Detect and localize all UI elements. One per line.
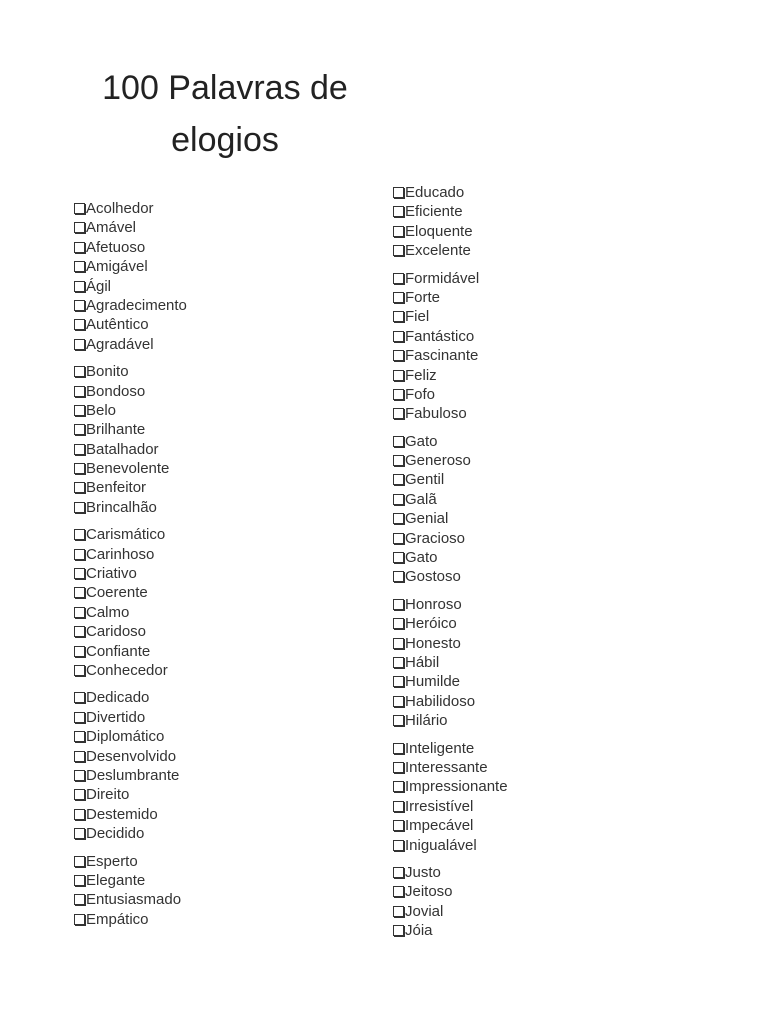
checklist-item-label: Fabuloso — [405, 405, 467, 423]
checklist-item-label: Eficiente — [405, 203, 463, 221]
checkbox-icon[interactable] — [74, 319, 85, 330]
checklist-item[interactable] — [393, 432, 693, 451]
checklist-item[interactable] — [74, 199, 374, 218]
checklist-item-label: Inteligente — [405, 739, 475, 757]
checklist-item[interactable] — [393, 366, 693, 385]
checkbox-icon[interactable] — [74, 281, 85, 292]
checklist-item[interactable] — [393, 711, 693, 730]
checklist-item[interactable] — [74, 805, 374, 824]
checklist-item-label: Formidável — [405, 269, 480, 287]
checklist-item-label: Afetuoso — [86, 238, 146, 256]
checklist-item[interactable] — [74, 871, 374, 890]
checklist-item[interactable] — [74, 661, 374, 680]
checklist-item[interactable] — [74, 362, 374, 381]
checklist-item-label: Coerente — [86, 584, 148, 602]
checklist-item-label: Forte — [405, 288, 441, 306]
checklist-item[interactable] — [74, 910, 374, 929]
checkbox-icon[interactable] — [74, 809, 85, 820]
checklist-item-label: Benevolente — [86, 460, 170, 478]
checklist-item-label: Fascinante — [405, 347, 479, 365]
checklist-item-label: Gato — [405, 432, 438, 450]
checklist-item[interactable] — [393, 241, 693, 260]
checklist-item-label: Justo — [405, 863, 441, 881]
checkbox-icon[interactable] — [74, 626, 85, 637]
checkbox-icon[interactable] — [393, 552, 404, 563]
checkbox-icon[interactable] — [74, 300, 85, 311]
checklist-item[interactable] — [393, 222, 693, 241]
checkbox-icon[interactable] — [393, 311, 404, 322]
checklist-item-label: Caridoso — [86, 623, 147, 641]
checkbox-icon[interactable] — [393, 618, 404, 629]
checklist-item-label: Agradável — [86, 335, 154, 353]
word-group — [74, 199, 374, 354]
checklist-item-label: Fiel — [405, 308, 430, 326]
checklist-item[interactable] — [74, 382, 374, 401]
checklist-item[interactable] — [74, 525, 374, 544]
checklist-item[interactable] — [393, 202, 693, 221]
checkbox-icon[interactable] — [393, 408, 404, 419]
checklist-item[interactable] — [74, 708, 374, 727]
checkbox-icon[interactable] — [393, 886, 404, 897]
checklist-item[interactable] — [393, 567, 693, 586]
checklist-item-label: Desenvolvido — [86, 747, 177, 765]
checklist-item[interactable] — [393, 470, 693, 489]
checklist-item[interactable] — [393, 307, 693, 326]
checkbox-icon[interactable] — [393, 206, 404, 217]
checklist-item-label: Gato — [405, 549, 438, 567]
checkbox-icon[interactable] — [393, 638, 404, 649]
checkbox-icon[interactable] — [74, 261, 85, 272]
checklist-item-label: Hilário — [405, 712, 448, 730]
checklist-item-label: Eloquente — [405, 222, 473, 240]
checkbox-icon[interactable] — [393, 273, 404, 284]
checkbox-icon[interactable] — [74, 502, 85, 513]
checklist-item[interactable] — [74, 785, 374, 804]
checklist-item[interactable] — [393, 288, 693, 307]
checkbox-icon[interactable] — [74, 242, 85, 253]
checklist-item[interactable] — [393, 739, 693, 758]
checklist-item[interactable] — [393, 882, 693, 901]
checklist-item-label: Honesto — [405, 634, 461, 652]
checklist-item-label: Jovial — [405, 902, 444, 920]
checklist-item[interactable] — [393, 595, 693, 614]
checklist-item[interactable] — [74, 335, 374, 354]
checkbox-icon[interactable] — [74, 222, 85, 233]
checklist-item-label: Esperto — [86, 852, 138, 870]
checklist-item[interactable] — [74, 440, 374, 459]
checkbox-icon[interactable] — [74, 424, 85, 435]
checklist-item[interactable] — [393, 863, 693, 882]
page-title: 100 Palavras de elogios — [102, 69, 348, 159]
checklist-item[interactable] — [393, 614, 693, 633]
word-group — [74, 688, 374, 843]
checkbox-icon[interactable] — [393, 389, 404, 400]
checklist-item-label: Generoso — [405, 452, 471, 470]
checkbox-icon[interactable] — [74, 366, 85, 377]
checklist-item-label: Ágil — [86, 277, 112, 295]
checkbox-icon[interactable] — [74, 386, 85, 397]
checklist-item-label: Genial — [405, 510, 449, 528]
checklist-item-label: Fofo — [405, 385, 436, 403]
checkbox-icon[interactable] — [393, 867, 404, 878]
checklist-item-label: Excelente — [405, 242, 471, 260]
checklist-item-label: Gostoso — [405, 568, 461, 586]
checklist-item-label: Impecável — [405, 817, 474, 835]
checkbox-icon[interactable] — [393, 599, 404, 610]
checklist-item[interactable] — [74, 688, 374, 707]
checkbox-icon[interactable] — [74, 828, 85, 839]
checklist-item-label: Irresistível — [405, 797, 474, 815]
checklist-item-label: Amigável — [86, 258, 148, 276]
checkbox-icon[interactable] — [393, 455, 404, 466]
checkbox-icon[interactable] — [74, 789, 85, 800]
checklist-item-label: Carinhoso — [86, 545, 155, 563]
checklist-item[interactable] — [393, 634, 693, 653]
checklist-item-label: Criativo — [86, 565, 137, 583]
checkbox-icon[interactable] — [74, 463, 85, 474]
checkbox-icon[interactable] — [393, 533, 404, 544]
checklist-item[interactable] — [393, 509, 693, 528]
checklist-item-label: Brilhante — [86, 421, 146, 439]
checklist-item-label: Batalhador — [86, 440, 159, 458]
word-group — [393, 595, 693, 731]
checklist-item[interactable] — [74, 642, 374, 661]
checklist-item[interactable] — [74, 890, 374, 909]
checkbox-icon[interactable] — [393, 245, 404, 256]
checkbox-icon[interactable] — [393, 906, 404, 917]
checklist-item-label: Conhecedor — [86, 661, 168, 679]
checklist-item-label: Belo — [86, 401, 117, 419]
checkbox-icon[interactable] — [74, 203, 85, 214]
checkbox-icon[interactable] — [74, 587, 85, 598]
checklist-item[interactable] — [393, 902, 693, 921]
checklist-item-label: Empático — [86, 910, 149, 928]
checklist-item[interactable] — [393, 692, 693, 711]
checklist-item[interactable] — [74, 478, 374, 497]
checkbox-icon[interactable] — [74, 875, 85, 886]
checkbox-icon[interactable] — [393, 925, 404, 936]
checklist-item-label: Bondoso — [86, 382, 146, 400]
checkbox-icon[interactable] — [74, 339, 85, 350]
checklist-item-label: Bonito — [86, 363, 129, 381]
checkbox-icon[interactable] — [74, 731, 85, 742]
checklist-item-label: Feliz — [405, 366, 437, 384]
checkbox-icon[interactable] — [393, 781, 404, 792]
checkbox-icon[interactable] — [393, 494, 404, 505]
checklist-item-label: Agradecimento — [86, 296, 187, 314]
checklist-item-label: Habilidoso — [405, 692, 476, 710]
checklist-item-label: Gentil — [405, 471, 445, 489]
checklist-item-label: Fantástico — [405, 327, 475, 345]
word-group — [74, 852, 374, 930]
checklist-item[interactable] — [74, 315, 374, 334]
checkbox-icon[interactable] — [393, 292, 404, 303]
checklist-item-label: Benfeitor — [86, 479, 147, 497]
checkbox-icon[interactable] — [74, 549, 85, 560]
checklist-item[interactable] — [393, 385, 693, 404]
checkbox-icon[interactable] — [74, 692, 85, 703]
checkbox-icon[interactable] — [74, 751, 85, 762]
word-group — [393, 863, 693, 941]
checklist-item-label: Decidido — [86, 825, 145, 843]
checkbox-icon[interactable] — [393, 474, 404, 485]
word-group — [393, 432, 693, 587]
checklist-item-label: Impressionante — [405, 778, 508, 796]
checklist-item[interactable] — [74, 852, 374, 871]
checkbox-icon[interactable] — [74, 856, 85, 867]
checklist-item-label: Hábil — [405, 653, 440, 671]
checklist-item-label: Humilde — [405, 673, 461, 691]
checklist-item-label: Elegante — [86, 871, 146, 889]
checklist-item[interactable] — [393, 672, 693, 691]
checklist-item[interactable] — [74, 218, 374, 237]
checklist-item-label: Honroso — [405, 595, 462, 613]
checklist-item[interactable] — [393, 816, 693, 835]
checkbox-icon[interactable] — [74, 607, 85, 618]
checklist-item-label: Inigualável — [405, 836, 477, 854]
checklist-item[interactable] — [393, 490, 693, 509]
checklist-item[interactable] — [393, 548, 693, 567]
checklist-item[interactable] — [393, 797, 693, 816]
checklist-item[interactable] — [393, 777, 693, 796]
checklist-item[interactable] — [393, 404, 693, 423]
checklist-item[interactable] — [74, 420, 374, 439]
column-left — [74, 199, 374, 937]
checkbox-icon[interactable] — [393, 840, 404, 851]
checklist-item[interactable] — [74, 766, 374, 785]
checkbox-icon[interactable] — [393, 331, 404, 342]
word-group — [74, 362, 374, 517]
checkbox-icon[interactable] — [393, 801, 404, 812]
checklist-item-label: Acolhedor — [86, 200, 154, 217]
checkbox-icon[interactable] — [393, 696, 404, 707]
checklist-item[interactable] — [393, 529, 693, 548]
checklist-item-label: Calmo — [86, 603, 130, 621]
checklist-item-label: Destemido — [86, 805, 158, 823]
checkbox-icon[interactable] — [74, 529, 85, 540]
checklist-item[interactable] — [74, 498, 374, 517]
checklist-item[interactable] — [393, 758, 693, 777]
checkbox-icon[interactable] — [74, 568, 85, 579]
checkbox-icon[interactable] — [74, 712, 85, 723]
checklist-item[interactable] — [74, 583, 374, 602]
checklist-item[interactable] — [74, 747, 374, 766]
checklist-item[interactable] — [74, 564, 374, 583]
checklist-item-label: Interessante — [405, 758, 488, 776]
checkbox-icon[interactable] — [393, 370, 404, 381]
checkbox-icon[interactable] — [393, 657, 404, 668]
checkbox-icon[interactable] — [393, 513, 404, 524]
checkbox-icon[interactable] — [393, 676, 404, 687]
checklist-item-label: Deslumbrante — [86, 766, 180, 784]
word-group — [393, 269, 693, 424]
checklist-item[interactable] — [393, 451, 693, 470]
checkbox-icon[interactable] — [393, 743, 404, 754]
checklist-item-label: Entusiasmado — [86, 891, 182, 909]
checklist-item-label: Carismático — [86, 526, 166, 544]
word-group — [393, 739, 693, 855]
checkbox-icon[interactable] — [393, 187, 404, 198]
checklist-item[interactable] — [74, 257, 374, 276]
column-right — [393, 183, 693, 948]
checklist-item[interactable] — [393, 836, 693, 855]
checkbox-icon[interactable] — [74, 646, 85, 657]
checklist-item[interactable] — [74, 824, 374, 843]
checklist-item[interactable] — [74, 459, 374, 478]
checkbox-icon[interactable] — [393, 715, 404, 726]
checklist-item[interactable] — [74, 727, 374, 746]
checkbox-icon[interactable] — [393, 762, 404, 773]
checklist-item[interactable] — [393, 327, 693, 346]
checkbox-icon[interactable] — [74, 444, 85, 455]
checklist-item[interactable] — [393, 653, 693, 672]
checklist-item[interactable] — [74, 401, 374, 420]
checklist-item[interactable] — [393, 346, 693, 365]
checklist-item-label: Galã — [405, 490, 437, 508]
checkbox-icon[interactable] — [74, 894, 85, 905]
checklist-item-label: Heróico — [405, 615, 457, 633]
checklist-item-label: Confiante — [86, 642, 151, 660]
word-group — [74, 525, 374, 680]
checkbox-icon[interactable] — [393, 571, 404, 582]
checkbox-icon[interactable] — [393, 226, 404, 237]
checklist-item-label: Direito — [86, 786, 130, 804]
checkbox-icon[interactable] — [393, 820, 404, 831]
checklist-item-label: Brincalhão — [86, 498, 157, 516]
checklist-item-label: Jóia — [405, 922, 433, 940]
word-group — [393, 183, 693, 261]
checkbox-icon[interactable] — [74, 482, 85, 493]
checkbox-icon[interactable] — [393, 350, 404, 361]
checklist-item[interactable] — [74, 622, 374, 641]
checklist-item-label: Dedicado — [86, 689, 150, 707]
checklist-item-label: Divertido — [86, 708, 146, 726]
checkbox-icon[interactable] — [393, 436, 404, 447]
checklist-item-label: Educado — [405, 184, 465, 201]
checklist-item-label: Amável — [86, 219, 137, 237]
checklist-item[interactable] — [74, 277, 374, 296]
checkbox-icon[interactable] — [74, 770, 85, 781]
checklist-item-label: Gracioso — [405, 529, 466, 547]
checkbox-icon[interactable] — [74, 405, 85, 416]
checklist-item[interactable] — [74, 296, 374, 315]
checklist-item[interactable] — [393, 921, 693, 940]
checklist-item[interactable] — [74, 238, 374, 257]
checklist-item[interactable] — [393, 183, 693, 202]
checklist-item-label: Jeitoso — [405, 883, 453, 901]
checklist-item-label: Autêntico — [86, 316, 149, 334]
checkbox-icon[interactable] — [74, 914, 85, 925]
checklist-item[interactable] — [74, 545, 374, 564]
checkbox-icon[interactable] — [74, 665, 85, 676]
checklist-item[interactable] — [393, 269, 693, 288]
checklist-item[interactable] — [74, 603, 374, 622]
checklist-item-label: Diplomático — [86, 728, 165, 746]
